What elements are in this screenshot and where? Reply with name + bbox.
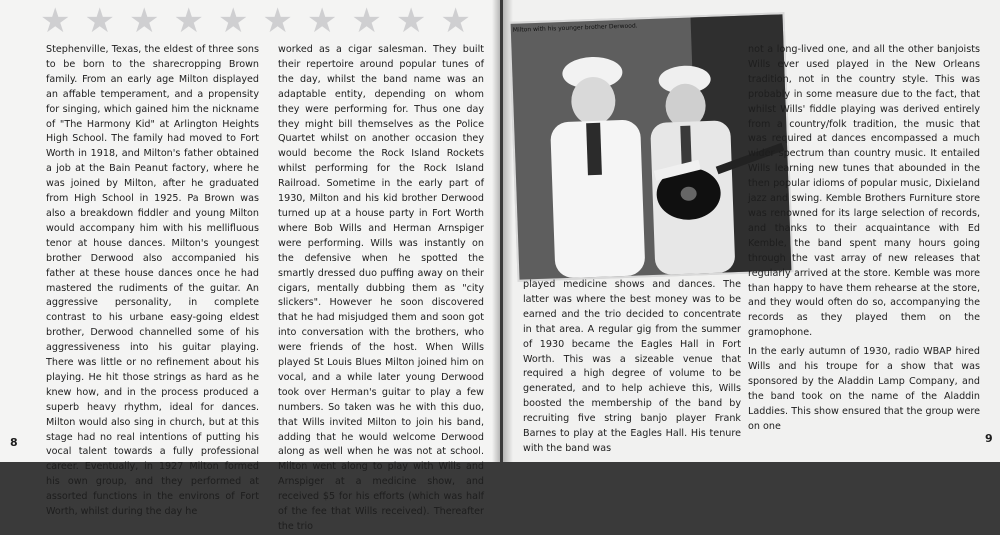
page-number-left: 8: [10, 436, 18, 449]
star-icon: ★: [128, 1, 160, 41]
page-number-right: 9: [985, 432, 993, 445]
body-text-bottom-left: played medicine shows and dances. The latter was where the best money was to be earned and the trio decided to concentrate in that area. A regular gig from the summer of 1930 became the Eagles Hall in Fort Worth. This was a sizeable venue that required a high degree of volume to be generated, and to help achieve this, Wills boosted the membership of the band by recruiting five string banjo player Frank Barnes to play at the Eagles Hall. His tenure with the band was: [523, 279, 741, 454]
body-text-right-column-2: In the early autumn of 1930, radio WBAP hired Wills and his troupe for a show that was sponsored by the Aladdin Lamp Company, and the band took on the name of the Aladdin Laddies. This show ensured that the group were on one: [748, 346, 980, 432]
star-icon: ★: [84, 1, 115, 41]
body-text-column-2: worked as a cigar salesman. They built their repertoire around popular tunes of the day, whilst the band name was an adaptable entity, depending on whom they were performing for. Thus one day they might bill themselves as the Police Quartet whilst on another occasion they would become the Rock Island Rockets whilst performing for the Rock Island Railroad. Sometime in the early part of 1930, Milton and his kid brother Derwood turned up at a house party in Fort Worth where Bob Wills and Herman Arnspiger were performing. Wills was instantly on the defensive when he spotted the smartly dressed duo puffing away on their cigars, mentally dubbing them as "city slickers". However he soon discovered that he had misjudged them and soon got into conversation with the brothers, who were friends of the host. When Wills played St Louis Blues Milton joined him on vocal, and a while later young Derwood took over Herman's guitar to play a few numbers. So taken was he with this duo, that Wills invited Milton to join his band, adding that he would welcome Derwood along as well when he was not at school. Milton went along to play with Wills and Arnspiger at a medicine show, and received $5 for his efforts (which was half of the fee that Wills received). Thereafter the trio: [278, 44, 484, 532]
star-icon: ★: [262, 1, 293, 41]
right-page: [503, 0, 1000, 462]
star-icon: ★: [173, 1, 204, 41]
star-icon: ★: [217, 1, 249, 41]
star-banner: [40, 1, 471, 41]
star-icon: ★: [395, 1, 427, 41]
gutter-shadow: [492, 0, 500, 462]
star-icon: ★: [351, 1, 382, 41]
left-page: [0, 0, 500, 532]
star-icon: ★: [40, 1, 71, 41]
body-text-right-column: not a long-lived one, and all the other banjoists Wills ever used played in the New Orleans tradition, not in the country style. This was probably in some measure due to the fact, that whilst Wills' fiddle playing was derived entirely from a country/folk tradition, the music that was required at dances encompassed a much wider spectrum than country music. It entailed Wills learning new tunes that abounded in the then popular idioms of popular music, Dixieland jazz and swing. Kemble Brothers Furniture store was renowned for its large selection of records, and thanks to their acquaintance with Ed Kemble, the band spent many hours going through the vast array of new releases that regularly arrived at the store. Kemble was more than happy to have them rehearse at the store, and they would often do so, accompanying the records as they played them on the gramophone.: [748, 44, 980, 339]
star-icon: ★: [306, 1, 338, 41]
body-text-column-1: Stephenville, Texas, the eldest of three sons to be born to the sharecropping Brown family. From an early age Milton displayed an affable temperament, and a propensity for singing, which gained him the nickname of "The Harmony Kid" at Arlington Heights High School. The family had moved to Fort Worth in 1918, and Milton's father obtained a job at the Bain Peanut factory, where he was joined by Milton, after he graduated from High School in 1925. Pa Brown was also a breakdown fiddler and young Milton would accompany him with his mellifluous tenor at house dances. Milton's youngest brother Derwood also accompanied his father at these house dances once he had mastered the rudiments of the guitar. An aggressive personality, in complete contrast to his urbane easy-going eldest brother, Derwood channelled some of his aggressiveness into his guitar playing. There was little or no refinement about his playing. He hit those strings as hard as he knew how, and in the process produced a superb heavy rhythm, ideal for dances. Milton would also sing in church, but at this stage had no real intentions of putting his vocal talent towards a fully professional career. Eventually, in 1927 Milton formed his own group, and they performed at assorted functions in the environs of Fort Worth, whilst during the day he: [46, 44, 259, 518]
star-icon: ★: [440, 1, 471, 41]
photo-caption: Milton with his younger brother Derwood.: [512, 22, 638, 34]
